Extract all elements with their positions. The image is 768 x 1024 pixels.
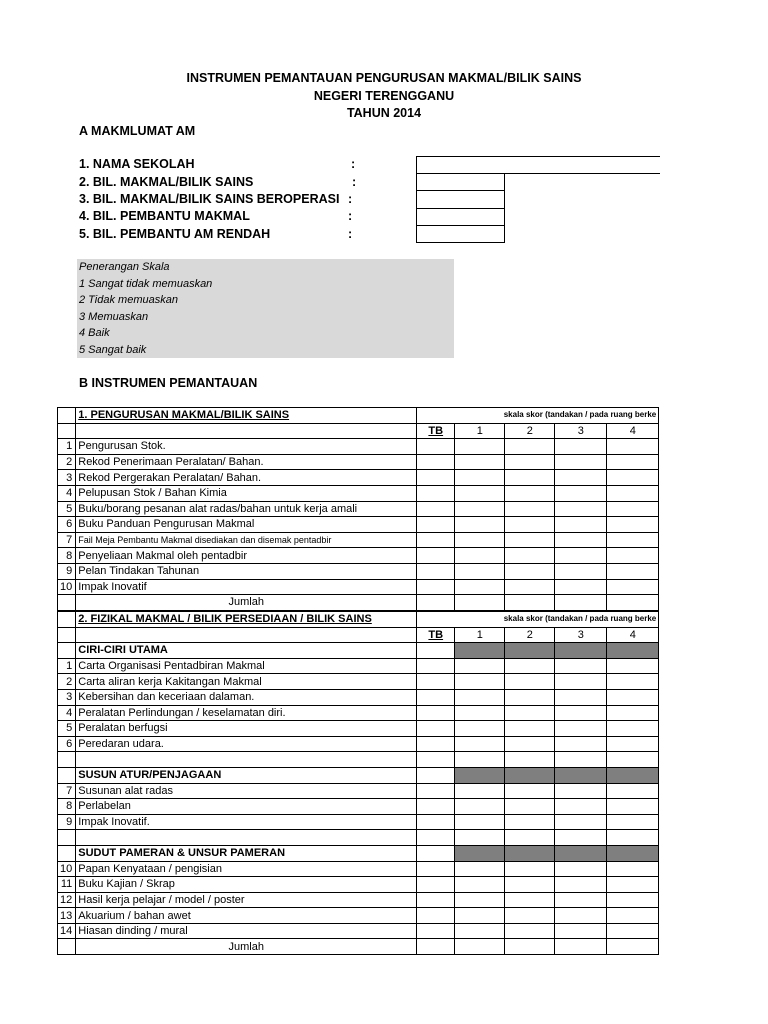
score-cell[interactable] bbox=[555, 689, 607, 705]
row-item: Carta aliran kerja Kakitangan Makmal bbox=[76, 674, 417, 690]
score-cell[interactable] bbox=[607, 721, 659, 737]
score-cell[interactable] bbox=[455, 892, 505, 908]
total-cell[interactable] bbox=[417, 595, 455, 611]
score-cell[interactable] bbox=[417, 877, 455, 893]
score-cell[interactable] bbox=[505, 579, 555, 595]
score-cell[interactable] bbox=[505, 892, 555, 908]
score-cell[interactable] bbox=[607, 439, 659, 455]
total-cell[interactable] bbox=[607, 939, 659, 955]
field-colon: : bbox=[351, 157, 356, 171]
blank-row bbox=[58, 830, 659, 846]
shaded-cell bbox=[607, 643, 659, 659]
table-cell bbox=[417, 830, 455, 846]
bil-makmal-input[interactable] bbox=[416, 173, 505, 191]
score-cell[interactable] bbox=[607, 861, 659, 877]
score-cell[interactable] bbox=[505, 470, 555, 486]
score-cell[interactable] bbox=[455, 658, 505, 674]
row-number: 13 bbox=[58, 908, 76, 924]
row-item: Rekod Pergerakan Peralatan/ Bahan. bbox=[76, 470, 417, 486]
table-cell bbox=[417, 612, 455, 628]
score-cell[interactable] bbox=[505, 532, 555, 548]
score-cell[interactable] bbox=[417, 721, 455, 737]
score-cell[interactable] bbox=[417, 908, 455, 924]
table-cell bbox=[58, 830, 76, 846]
score-cell[interactable] bbox=[555, 658, 607, 674]
scale-item: 5 Sangat baik bbox=[79, 343, 147, 356]
score-cell[interactable] bbox=[417, 470, 455, 486]
jumlah-label: Jumlah bbox=[76, 939, 417, 955]
score-cell[interactable] bbox=[505, 517, 555, 533]
row-number: 3 bbox=[58, 470, 76, 486]
total-cell[interactable] bbox=[607, 595, 659, 611]
table-cell bbox=[76, 752, 417, 768]
score-cell[interactable] bbox=[455, 799, 505, 815]
table-cell bbox=[58, 423, 76, 439]
score-cell[interactable] bbox=[505, 861, 555, 877]
score-cell[interactable] bbox=[455, 877, 505, 893]
row-number: 1 bbox=[58, 658, 76, 674]
field-pembantu-am-label: 5. BIL. PEMBANTU AM RENDAH bbox=[79, 227, 271, 241]
score-cell[interactable] bbox=[417, 563, 455, 579]
field-bil-makmal-label: 2. BIL. MAKMAL/BILIK SAINS bbox=[79, 175, 254, 189]
score-cell[interactable] bbox=[417, 736, 455, 752]
score-cell[interactable] bbox=[505, 783, 555, 799]
shaded-cell bbox=[607, 845, 659, 861]
row-item: Carta Organisasi Pentadbiran Makmal bbox=[76, 658, 417, 674]
scale-item: 3 Memuaskan bbox=[79, 310, 149, 323]
table-cell bbox=[417, 752, 455, 768]
score-cell[interactable] bbox=[607, 705, 659, 721]
col-header-1: 1 bbox=[455, 627, 505, 643]
score-cell[interactable] bbox=[555, 439, 607, 455]
skala-skor-label: skala skor (tandakan / pada ruang berke bbox=[455, 408, 659, 424]
score-cell[interactable] bbox=[417, 799, 455, 815]
table-cell bbox=[607, 752, 659, 768]
score-cell[interactable] bbox=[607, 501, 659, 517]
score-cell[interactable] bbox=[555, 736, 607, 752]
row-number: 4 bbox=[58, 485, 76, 501]
row-item: Peralatan berfugsi bbox=[76, 721, 417, 737]
shaded-cell bbox=[455, 643, 505, 659]
score-cell[interactable] bbox=[455, 579, 505, 595]
table-cell bbox=[58, 627, 76, 643]
score-cell[interactable] bbox=[555, 501, 607, 517]
table-row bbox=[58, 532, 659, 548]
shaded-cell bbox=[505, 643, 555, 659]
table-row bbox=[58, 721, 659, 737]
group-sudut-pameran: SUDUT PAMERAN & UNSUR PAMERAN bbox=[76, 845, 417, 861]
score-cell[interactable] bbox=[555, 548, 607, 564]
score-cell[interactable] bbox=[607, 485, 659, 501]
row-item: Hiasan dinding / mural bbox=[76, 923, 417, 939]
score-cell[interactable] bbox=[607, 783, 659, 799]
row-number: 1 bbox=[58, 439, 76, 455]
table-row bbox=[58, 814, 659, 830]
row-item: Hasil kerja pelajar / model / poster bbox=[76, 892, 417, 908]
doc-title-line2: NEGERI TERENGGANU bbox=[313, 89, 455, 103]
score-cell[interactable] bbox=[607, 689, 659, 705]
score-cell[interactable] bbox=[555, 908, 607, 924]
score-cell[interactable] bbox=[607, 470, 659, 486]
score-cell[interactable] bbox=[555, 579, 607, 595]
col-header-tb: TB bbox=[417, 423, 455, 439]
score-cell[interactable] bbox=[455, 454, 505, 470]
score-cell[interactable] bbox=[417, 923, 455, 939]
table-pengurusan-makmal bbox=[57, 407, 659, 611]
score-cell[interactable] bbox=[607, 908, 659, 924]
col-header-1: 1 bbox=[455, 423, 505, 439]
score-cell[interactable] bbox=[417, 548, 455, 564]
table-cell bbox=[417, 767, 455, 783]
col-header-2: 2 bbox=[505, 627, 555, 643]
shaded-cell bbox=[455, 767, 505, 783]
table-row bbox=[58, 923, 659, 939]
table-cell bbox=[58, 845, 76, 861]
score-cell[interactable] bbox=[455, 470, 505, 486]
field-colon: : bbox=[348, 192, 353, 206]
table-cell bbox=[505, 752, 555, 768]
row-number: 7 bbox=[58, 532, 76, 548]
shaded-cell bbox=[455, 845, 505, 861]
row-number: 6 bbox=[58, 736, 76, 752]
score-cell[interactable] bbox=[417, 579, 455, 595]
table-cell bbox=[555, 830, 607, 846]
row-number: 10 bbox=[58, 861, 76, 877]
doc-title-line3: TAHUN 2014 bbox=[346, 106, 422, 120]
section-b-title: B INSTRUMEN PEMANTAUAN bbox=[79, 376, 258, 390]
skala-skor-label: skala skor (tandakan / pada ruang berke bbox=[455, 612, 659, 628]
row-item: Impak Inovatif. bbox=[76, 814, 417, 830]
score-cell[interactable] bbox=[505, 674, 555, 690]
score-cell[interactable] bbox=[555, 470, 607, 486]
jumlah-row bbox=[58, 939, 659, 955]
row-item: Kebersihan dan keceriaan dalaman. bbox=[76, 689, 417, 705]
score-cell[interactable] bbox=[607, 563, 659, 579]
row-number: 9 bbox=[58, 563, 76, 579]
table-row bbox=[58, 674, 659, 690]
section-a-title: A MAKMLUMAT AM bbox=[79, 124, 196, 138]
group-header-row bbox=[58, 845, 659, 861]
shaded-cell bbox=[607, 767, 659, 783]
score-cell[interactable] bbox=[555, 783, 607, 799]
score-cell[interactable] bbox=[505, 721, 555, 737]
score-cell[interactable] bbox=[555, 892, 607, 908]
table-cell bbox=[417, 845, 455, 861]
field-colon: : bbox=[352, 175, 357, 189]
group-ciri-ciri-utama: CIRI-CIRI UTAMA bbox=[76, 643, 417, 659]
table-row bbox=[58, 736, 659, 752]
score-cell[interactable] bbox=[505, 485, 555, 501]
row-item: Fail Meja Pembantu Makmal disediakan dan disemak pentadbir bbox=[76, 532, 417, 548]
doc-title-line1: INSTRUMEN PEMANTAUAN PENGURUSAN MAKMAL/BILIK SAINS bbox=[186, 71, 582, 85]
row-item: Papan Kenyataan / pengisian bbox=[76, 861, 417, 877]
col-header-3: 3 bbox=[555, 423, 607, 439]
score-cell[interactable] bbox=[607, 736, 659, 752]
table-cell bbox=[58, 939, 76, 955]
row-number: 8 bbox=[58, 548, 76, 564]
score-cell[interactable] bbox=[555, 705, 607, 721]
score-cell[interactable] bbox=[555, 814, 607, 830]
field-pembantu-makmal-label: 4. BIL. PEMBANTU MAKMAL bbox=[79, 209, 250, 223]
score-cell[interactable] bbox=[455, 485, 505, 501]
table-fizikal-makmal bbox=[57, 611, 659, 955]
score-cell[interactable] bbox=[455, 783, 505, 799]
score-cell[interactable] bbox=[455, 532, 505, 548]
total-cell[interactable] bbox=[555, 939, 607, 955]
score-cell[interactable] bbox=[505, 736, 555, 752]
table-cell bbox=[607, 830, 659, 846]
score-cell[interactable] bbox=[417, 689, 455, 705]
row-number: 14 bbox=[58, 923, 76, 939]
table-cell bbox=[455, 830, 505, 846]
nama-sekolah-input[interactable] bbox=[416, 156, 660, 174]
score-cell[interactable] bbox=[607, 799, 659, 815]
score-cell[interactable] bbox=[505, 501, 555, 517]
group-susun-atur: SUSUN ATUR/PENJAGAAN bbox=[76, 767, 417, 783]
row-item: Pengurusan Stok. bbox=[76, 439, 417, 455]
score-cell[interactable] bbox=[607, 923, 659, 939]
score-cell[interactable] bbox=[555, 877, 607, 893]
table-cell bbox=[58, 612, 76, 628]
score-cell[interactable] bbox=[505, 439, 555, 455]
jumlah-label: Jumlah bbox=[76, 595, 417, 611]
row-item: Rekod Penerimaan Peralatan/ Bahan. bbox=[76, 454, 417, 470]
table-cell bbox=[58, 643, 76, 659]
score-cell[interactable] bbox=[505, 454, 555, 470]
row-item: Peredaran udara. bbox=[76, 736, 417, 752]
score-cell[interactable] bbox=[505, 908, 555, 924]
row-item: Buku/borang pesanan alat radas/bahan untuk kerja amali bbox=[76, 501, 417, 517]
table-cell bbox=[58, 767, 76, 783]
score-cell[interactable] bbox=[455, 908, 505, 924]
score-cell[interactable] bbox=[505, 563, 555, 579]
score-cell[interactable] bbox=[417, 892, 455, 908]
score-cell[interactable] bbox=[417, 783, 455, 799]
score-cell[interactable] bbox=[417, 517, 455, 533]
row-number: 9 bbox=[58, 814, 76, 830]
row-number: 7 bbox=[58, 783, 76, 799]
row-item: Impak Inovatif bbox=[76, 579, 417, 595]
table-row bbox=[58, 439, 659, 455]
row-item: Akuarium / bahan awet bbox=[76, 908, 417, 924]
shaded-cell bbox=[555, 643, 607, 659]
score-cell[interactable] bbox=[607, 658, 659, 674]
score-cell[interactable] bbox=[505, 814, 555, 830]
table-cell bbox=[417, 643, 455, 659]
row-number: 10 bbox=[58, 579, 76, 595]
score-cell[interactable] bbox=[417, 454, 455, 470]
row-number: 11 bbox=[58, 877, 76, 893]
table-cell bbox=[58, 408, 76, 424]
score-cell[interactable] bbox=[607, 532, 659, 548]
score-cell[interactable] bbox=[555, 799, 607, 815]
row-item: Buku Kajian / Skrap bbox=[76, 877, 417, 893]
table-row bbox=[58, 485, 659, 501]
scale-item: 2 Tidak memuaskan bbox=[79, 294, 178, 306]
bil-pembantu-makmal-input[interactable] bbox=[416, 208, 505, 226]
score-cell[interactable] bbox=[555, 861, 607, 877]
score-cell[interactable] bbox=[455, 517, 505, 533]
table-cell bbox=[455, 752, 505, 768]
score-cell[interactable] bbox=[455, 721, 505, 737]
table-cell bbox=[76, 423, 417, 439]
score-cell[interactable] bbox=[555, 485, 607, 501]
shaded-cell bbox=[505, 845, 555, 861]
table-cell bbox=[505, 830, 555, 846]
table-row bbox=[58, 861, 659, 877]
table-cell bbox=[58, 752, 76, 768]
field-nama-sekolah-label: 1. NAMA SEKOLAH bbox=[79, 157, 195, 171]
table-row bbox=[58, 877, 659, 893]
table-row bbox=[58, 579, 659, 595]
row-item: Perlabelan bbox=[76, 799, 417, 815]
row-item: Buku Panduan Pengurusan Makmal bbox=[76, 517, 417, 533]
score-cell[interactable] bbox=[505, 877, 555, 893]
score-cell[interactable] bbox=[555, 563, 607, 579]
score-cell[interactable] bbox=[455, 501, 505, 517]
score-cell[interactable] bbox=[555, 923, 607, 939]
score-cell[interactable] bbox=[455, 814, 505, 830]
score-cell[interactable] bbox=[607, 674, 659, 690]
table-row bbox=[58, 689, 659, 705]
score-cell[interactable] bbox=[455, 674, 505, 690]
row-number: 5 bbox=[58, 501, 76, 517]
row-number: 12 bbox=[58, 892, 76, 908]
score-cell[interactable] bbox=[505, 923, 555, 939]
col-header-3: 3 bbox=[555, 627, 607, 643]
table-row bbox=[58, 517, 659, 533]
col-header-tb: TB bbox=[417, 627, 455, 643]
score-cell[interactable] bbox=[505, 705, 555, 721]
score-cell[interactable] bbox=[455, 439, 505, 455]
table-row bbox=[58, 658, 659, 674]
table-row bbox=[58, 470, 659, 486]
total-cell[interactable] bbox=[505, 939, 555, 955]
score-cell[interactable] bbox=[607, 454, 659, 470]
score-cell[interactable] bbox=[555, 454, 607, 470]
score-cell[interactable] bbox=[417, 501, 455, 517]
table-row bbox=[58, 501, 659, 517]
table-row bbox=[58, 548, 659, 564]
table-cell bbox=[58, 595, 76, 611]
score-cell[interactable] bbox=[417, 861, 455, 877]
table-row bbox=[58, 908, 659, 924]
row-item: Peralatan Perlindungan / keselamatan diri. bbox=[76, 705, 417, 721]
score-cell[interactable] bbox=[455, 563, 505, 579]
bil-pembantu-am-input[interactable] bbox=[416, 225, 505, 243]
row-number: 2 bbox=[58, 674, 76, 690]
blank-row bbox=[58, 752, 659, 768]
field-colon: : bbox=[348, 209, 353, 223]
row-number: 3 bbox=[58, 689, 76, 705]
table-row bbox=[58, 563, 659, 579]
score-cell[interactable] bbox=[455, 705, 505, 721]
table-row bbox=[58, 783, 659, 799]
total-cell[interactable] bbox=[455, 939, 505, 955]
shaded-cell bbox=[555, 767, 607, 783]
table-cell bbox=[417, 408, 455, 424]
table2-heading: 2. FIZIKAL MAKMAL / BILIK PERSEDIAAN / BILIK SAINS bbox=[76, 612, 417, 628]
table-cell bbox=[555, 752, 607, 768]
score-cell[interactable] bbox=[505, 799, 555, 815]
score-cell[interactable] bbox=[455, 861, 505, 877]
score-cell[interactable] bbox=[455, 736, 505, 752]
score-cell[interactable] bbox=[455, 923, 505, 939]
table-row bbox=[58, 705, 659, 721]
score-cell[interactable] bbox=[417, 485, 455, 501]
score-cell[interactable] bbox=[505, 658, 555, 674]
score-cell[interactable] bbox=[505, 548, 555, 564]
col-header-4: 4 bbox=[607, 627, 659, 643]
score-cell[interactable] bbox=[555, 721, 607, 737]
shaded-cell bbox=[505, 767, 555, 783]
score-cell[interactable] bbox=[555, 517, 607, 533]
score-cell[interactable] bbox=[455, 689, 505, 705]
total-cell[interactable] bbox=[455, 595, 505, 611]
table-cell bbox=[76, 830, 417, 846]
row-item: Pelupusan Stok / Bahan Kimia bbox=[76, 485, 417, 501]
table1-heading: 1. PENGURUSAN MAKMAL/BILIK SAINS bbox=[76, 408, 417, 424]
col-header-2: 2 bbox=[505, 423, 555, 439]
jumlah-row bbox=[58, 595, 659, 611]
scale-item: 4 Baik bbox=[79, 327, 110, 339]
score-cell[interactable] bbox=[505, 689, 555, 705]
table-cell bbox=[76, 627, 417, 643]
score-cell[interactable] bbox=[607, 548, 659, 564]
row-number: 2 bbox=[58, 454, 76, 470]
score-cell[interactable] bbox=[607, 579, 659, 595]
score-cell[interactable] bbox=[417, 674, 455, 690]
score-cell[interactable] bbox=[455, 548, 505, 564]
row-item: Penyeliaan Makmal oleh pentadbir bbox=[76, 548, 417, 564]
table-row bbox=[58, 892, 659, 908]
score-cell[interactable] bbox=[417, 814, 455, 830]
group-header-row bbox=[58, 643, 659, 659]
field-bil-beroperasi-label: 3. BIL. MAKMAL/BILIK SAINS BEROPERASI bbox=[79, 192, 340, 206]
score-cell[interactable] bbox=[607, 517, 659, 533]
score-cell[interactable] bbox=[555, 674, 607, 690]
score-cell[interactable] bbox=[607, 877, 659, 893]
total-cell[interactable] bbox=[417, 939, 455, 955]
total-cell[interactable] bbox=[505, 595, 555, 611]
score-cell[interactable] bbox=[607, 892, 659, 908]
score-cell[interactable] bbox=[607, 814, 659, 830]
row-number: 6 bbox=[58, 517, 76, 533]
score-cell[interactable] bbox=[417, 705, 455, 721]
table-row bbox=[58, 799, 659, 815]
score-cell[interactable] bbox=[417, 532, 455, 548]
shaded-cell bbox=[555, 845, 607, 861]
row-item: Pelan Tindakan Tahunan bbox=[76, 563, 417, 579]
row-number: 8 bbox=[58, 799, 76, 815]
col-header-4: 4 bbox=[607, 423, 659, 439]
score-cell[interactable] bbox=[417, 439, 455, 455]
scale-item: 1 Sangat tidak memuaskan bbox=[79, 277, 213, 290]
row-number: 4 bbox=[58, 705, 76, 721]
score-cell[interactable] bbox=[555, 532, 607, 548]
row-number: 5 bbox=[58, 721, 76, 737]
field-colon: : bbox=[348, 227, 353, 241]
score-cell[interactable] bbox=[417, 658, 455, 674]
bil-beroperasi-input[interactable] bbox=[416, 190, 505, 209]
row-item: Susunan alat radas bbox=[76, 783, 417, 799]
scale-legend-title: Penerangan Skala bbox=[79, 261, 170, 273]
total-cell[interactable] bbox=[555, 595, 607, 611]
table-row bbox=[58, 454, 659, 470]
group-header-row bbox=[58, 767, 659, 783]
